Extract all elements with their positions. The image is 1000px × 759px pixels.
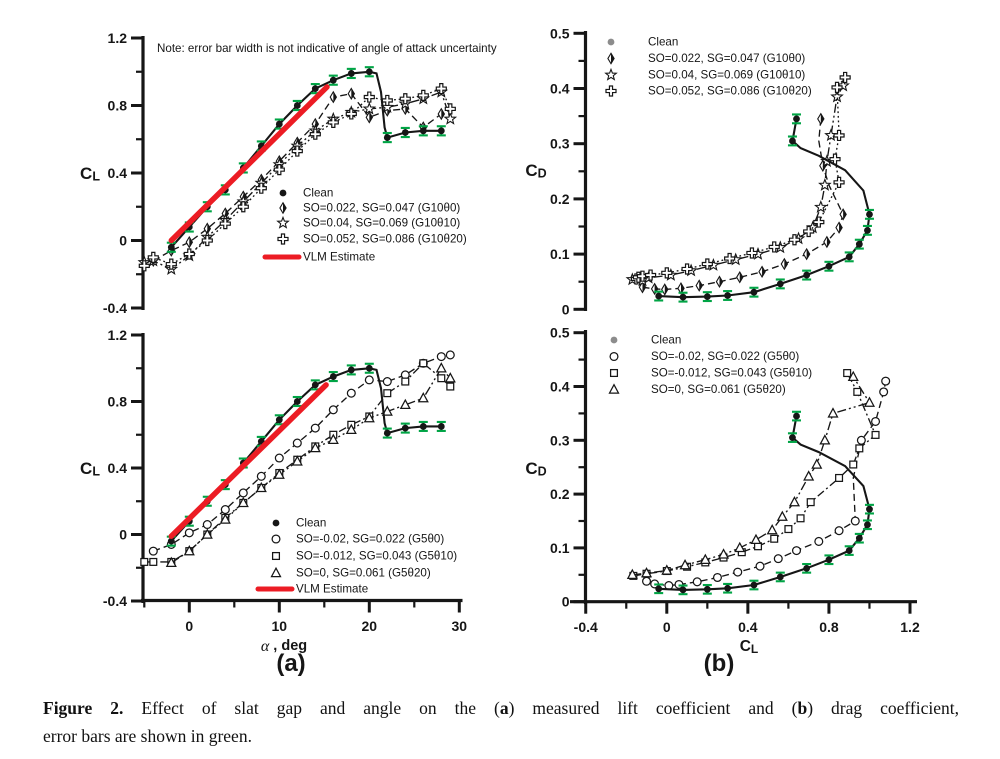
x-tick-label: 0 [185,618,194,634]
triangle-marker [820,436,829,444]
series-line [643,119,844,290]
dot-marker [655,585,662,592]
square-marker [447,383,454,390]
circle-marker [149,547,157,555]
series-so-0-02-sg-0-022-g5-0 [643,377,890,589]
halfdiamond-marker [438,109,444,119]
plus-marker [606,86,616,96]
legend-label: VLM Estimate [296,582,369,596]
legend-label: SO=0.052, SG=0.086 (G10θ20) [648,84,812,98]
dot-marker [276,121,283,128]
dot-marker [294,102,301,109]
dot-marker [793,413,800,420]
triangle-marker [751,535,760,543]
dot-marker [168,244,175,251]
vlm-estimate-line [171,385,326,536]
square-marker [402,378,409,385]
circle-marker [293,439,301,447]
y-tick-label: 0.5 [550,324,570,341]
y-tick-label: 0.2 [550,190,570,207]
x-tick-label: 10 [271,618,288,634]
halfdiamond-marker [759,267,765,277]
dot-marker [276,416,283,423]
dot-marker [751,582,758,589]
y-tick-label: 1.2 [107,327,127,343]
dot-marker [793,115,800,122]
triangle-marker [419,393,428,401]
y-tick-label: -0.4 [102,300,127,316]
star-marker [815,202,826,212]
circle-marker [756,562,764,570]
circle-marker [793,547,801,555]
star-marker [278,217,289,227]
note-text: Note: error bar width is not indicative of angle of attack uncertainty [157,42,497,55]
dot-marker [280,190,287,197]
dot-marker [751,289,758,296]
dot-marker [803,272,810,279]
dot-marker [348,70,355,77]
square-marker [141,559,148,566]
x-tick-label: 0 [662,619,671,635]
square-marker [872,432,879,439]
circle-marker [774,555,782,563]
circle-marker [872,418,880,426]
square-marker [850,461,857,468]
circle-marker [437,353,445,361]
series-line [171,368,441,541]
dot-marker [294,398,301,405]
legend-label: SO=0.022, SG=0.047 (G10θ0) [303,201,461,215]
x-axis-label: α , deg [260,637,308,655]
plus-marker [256,183,266,193]
plus-marker [834,177,844,187]
legend-label: SO=0.022, SG=0.047 (G10θ0) [648,52,806,65]
legend [265,187,467,264]
figure-caption-text: Effect of slat gap and angle on the ( [123,698,500,718]
halfdiamond-marker [824,237,830,247]
triangle-marker [865,398,874,406]
series-line [636,78,845,279]
dot-marker [330,77,337,84]
figure-caption-text: ) drag coefficient, [807,698,959,718]
figure-caption-line2: error bars are shown in green. [43,726,252,746]
dot-marker [384,134,391,141]
dot-marker [826,263,833,270]
figure-caption-text: ) measured lift coefficient and ( [508,698,798,718]
square-marker [771,535,778,542]
y-axis [80,30,143,316]
series-so-0-052-sg-0-086-g10-20 [631,72,850,283]
x-axis [570,602,920,656]
halfdiamond-marker [330,92,336,102]
dot-marker [655,293,662,300]
halfdiamond-marker [186,237,192,247]
y-tick-label: 0 [561,301,570,318]
circle-marker [643,577,651,585]
circle-marker [272,535,280,543]
chart-lift-upper [80,30,497,316]
square-marker [150,559,157,566]
dot-marker [864,521,871,528]
figure-caption-line1 [43,694,959,722]
circle-marker [734,568,742,576]
star-marker [606,69,617,79]
legend [606,36,812,98]
circle-marker [714,574,722,582]
y-tick-label: 0.8 [107,393,127,410]
dot-marker [680,586,687,593]
dot-marker [846,547,853,554]
circle-marker [857,436,865,444]
x-tick-label: -0.4 [573,619,598,635]
dot-marker [803,565,810,572]
x-tick-label: 0.4 [738,619,758,635]
triangle-marker [272,568,281,576]
x-axis [141,601,467,655]
dot-marker [789,434,796,441]
plus-marker [382,95,392,105]
x-axis-label: CL [739,637,759,656]
legend-label: Clean [648,35,679,49]
square-marker [856,445,863,452]
dot-marker [724,585,731,592]
dot-marker [366,68,373,75]
square-marker [273,553,280,560]
circle-marker [239,489,247,497]
triangle-marker [437,363,446,371]
dot-marker [846,253,853,260]
circle-marker [610,353,618,361]
square-marker [836,475,843,482]
dot-marker [724,292,731,299]
circle-marker [383,378,391,386]
triangle-marker [610,385,619,393]
dot-marker [680,294,687,301]
dot-marker [704,293,711,300]
y-tick-label: 0.2 [550,486,570,503]
chart-drag-upper [525,25,874,317]
circle-marker [365,376,373,384]
circle-marker [329,406,337,414]
square-marker [844,370,851,377]
square-marker [807,499,814,506]
y-tick-label: 0.3 [550,135,570,152]
figure-caption-label: Figure 2. [43,698,124,718]
y-tick-label: 0.4 [107,460,127,476]
halfdiamond-marker [781,259,787,269]
legend [258,517,457,596]
legend-label: SO=-0.02, SG=0.022 (G5θ0) [296,532,445,546]
y-axis-label: $C_D$ [525,458,547,479]
dot-marker [856,241,863,248]
halfdiamond-marker [804,249,810,259]
circle-marker [203,521,211,529]
square-marker [384,390,391,397]
x-tick-label: 1.2 [900,619,920,635]
legend-label: SO=0.04, SG=0.069 (G10θ10) [303,216,461,230]
dot-marker [330,373,337,380]
circle-marker [347,389,355,397]
dot-marker [777,574,784,581]
dot-marker [866,211,873,218]
circle-marker [311,424,319,432]
legend-label: Clean [296,516,327,530]
triangle-marker [790,497,799,505]
chart-drag-lower [525,325,920,677]
legend-label: SO=0.052, SG=0.086 (G10θ20) [303,232,467,246]
dot-marker [384,430,391,437]
y-tick-label: 0.1 [550,246,570,263]
plus-marker [834,130,844,140]
triangle-marker [828,409,837,417]
dot-marker [402,129,409,136]
plus-marker [445,104,455,114]
dot-marker [866,506,873,513]
y-tick-label: 1.2 [107,30,127,46]
plus-marker [278,234,288,244]
square-marker [797,515,804,522]
x-tick-label: 20 [361,618,378,634]
dot-marker [273,520,280,527]
y-tick-label: 0.3 [550,432,570,449]
dotgray-marker [608,39,615,46]
triangle-marker [812,460,821,468]
y-tick-label: 0.4 [550,378,570,395]
dot-marker [826,556,833,563]
halfdiamond-marker [280,203,286,213]
panel-label-a: (a) [276,650,306,677]
halfdiamond-marker [716,277,722,287]
chart-lift-lower [80,327,467,677]
circle-marker [185,529,193,537]
circle-marker [221,506,229,514]
legend-label: Clean [651,333,682,347]
series-so-0-012-sg-0-043-g5-10 [630,370,879,580]
legend-label: SO=-0.012, SG=0.043 (G5θ10) [296,549,458,563]
plus-marker [364,92,374,102]
circle-marker [257,472,265,480]
legend-label: VLM Estimate [303,250,376,264]
y-axis-label: $C_L$ [80,163,100,184]
dot-marker [366,365,373,372]
legend-label: SO=0, SG=0.061 (G5θ20) [296,566,431,580]
x-tick-label: 30 [451,618,468,634]
y-tick-label: 0 [119,232,127,249]
halfdiamond-marker [836,222,842,232]
y-axis [525,25,585,317]
figure-caption [43,694,959,750]
plus-marker [292,146,302,156]
circle-marker [851,517,859,525]
square-marker [438,375,445,382]
dot-marker [438,423,445,430]
circle-marker [882,377,890,385]
y-tick-label: 0 [119,526,127,543]
square-marker [611,370,618,377]
dot-marker [864,227,871,234]
circle-marker [880,388,888,396]
series-line [632,86,843,281]
star-marker [445,113,456,123]
y-axis [525,325,585,610]
legend-label: SO=0.04, SG=0.069 (G10θ10) [648,68,806,82]
legend-label: Clean [303,186,334,200]
halfdiamond-marker [840,209,846,219]
square-marker [420,360,427,367]
y-tick-label: 0.1 [550,539,570,556]
circle-marker [815,538,823,546]
x-tick-label: 0.8 [819,619,839,635]
series-vlm-estimate [171,385,326,536]
halfdiamond-marker [737,272,743,282]
legend-label: SO=0, SG=0.061 (G5θ20) [651,383,786,396]
legend-label: SO=-0.02, SG=0.022 (G5θ0) [651,350,800,363]
square-marker [854,388,861,395]
halfdiamond-marker [818,114,824,124]
dot-marker [402,425,409,432]
y-tick-label: 0 [561,593,570,610]
y-axis [80,327,143,609]
triangle-marker [804,472,813,480]
circle-marker [446,351,454,359]
y-axis-label: $C_L$ [80,458,100,479]
triangle-marker [768,525,777,533]
triangle-marker [778,512,787,520]
y-axis-label: $C_D$ [525,160,547,181]
dot-marker [312,85,319,92]
triangle-marker [735,543,744,551]
square-marker [785,526,792,533]
star-marker [820,180,831,190]
dot-marker [438,127,445,134]
y-tick-label: 0.5 [550,25,570,42]
panel-label-b: (b) [703,650,735,677]
dot-marker [420,423,427,430]
dot-marker [704,586,711,593]
legend-label: SO=-0.012, SG=0.043 (G5θ10) [651,366,813,380]
figure-caption-panel-b: b [797,698,808,718]
halfdiamond-marker [696,280,702,290]
dot-marker [312,381,319,388]
dot-marker [420,127,427,134]
legend [610,334,813,397]
figure-caption-panel-a: a [499,698,509,718]
y-tick-label: 0.4 [107,165,127,181]
series-so-0-022-sg-0-047-g10-0 [639,114,846,295]
circle-marker [693,578,701,586]
halfdiamond-marker [662,284,668,294]
circle-marker [275,454,283,462]
dot-marker [348,367,355,374]
y-tick-label: 0.4 [550,80,570,97]
dot-marker [856,535,863,542]
dot-marker [789,138,796,145]
series-so-0-04-sg-0-069-g10-10 [627,80,848,285]
halfdiamond-marker [608,53,614,63]
series-line [632,377,869,575]
dotgray-marker [611,337,618,344]
circle-marker [835,527,843,535]
y-tick-label: 0.8 [107,97,127,114]
y-tick-label: -0.4 [102,593,127,609]
dot-marker [777,281,784,288]
